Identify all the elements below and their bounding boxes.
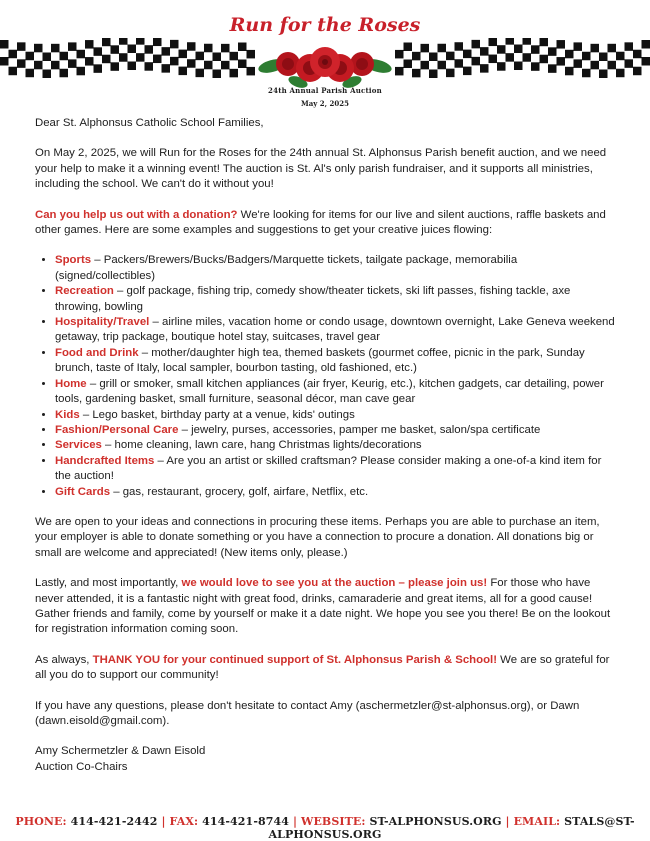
item-text: – mother/daughter high tea, themed baskets (gourmet coffee, picnic in the park, Sunday brunch, taste of Italy, local sampler, bourbon tasting, old fashioned, etc.) bbox=[55, 346, 585, 375]
item-text: – Packers/Brewers/Bucks/Badgers/Marquette tickets, tailgate package, memorabilia (signed/collectibles) bbox=[55, 254, 518, 282]
join-highlight: we would love to see you at the auction – please join us! bbox=[181, 577, 488, 590]
intro-paragraph: On May 2, 2025, we will Run for the Roses for the 24th annual St. Alphonsus Parish benefit auction, and we need your help to make it a winning event! The auction is St. Al's only parish fundraiser, and it supports all ministries, including the school. We can't do it without you! bbox=[35, 147, 607, 191]
checkered-flag-left bbox=[0, 38, 255, 78]
checkered-flag-right bbox=[395, 38, 650, 78]
item-text: – home cleaning, lawn care, hang Christmas lights/decorations bbox=[101, 439, 422, 452]
letterhead bbox=[0, 0, 650, 112]
item-label: Kids bbox=[55, 408, 80, 421]
ideas-paragraph: We are open to your ideas and connections in procuring these items. Perhaps you are able to purchase an item, your employer is able to donate something or you have a connection to procure a donation. All donations big or small are welcome and appreciated! (New items only, please.) bbox=[35, 515, 600, 559]
list-item bbox=[55, 377, 615, 408]
signature-names: Amy Schermetzler & Dawn Eisold bbox=[35, 745, 206, 758]
donation-text: We're looking for items for our live and silent auctions, raffle baskets and other games. Here are some examples and suggestions to get your creative juices flowing: bbox=[35, 208, 606, 237]
list-item bbox=[55, 438, 615, 453]
item-text: – grill or smoker, small kitchen appliances (air fryer, Keurig, etc.), kitchen gadgets, car detailing, power tools, gardening basket, small furniture, seasonal décor, man cave gear bbox=[55, 377, 604, 406]
thanks-highlight: THANK YOU for your continued support of St. Alphonsus Parish & School! bbox=[92, 653, 497, 666]
footer-separator: | bbox=[505, 815, 510, 828]
contact-footer bbox=[0, 815, 650, 841]
list-item bbox=[55, 315, 615, 346]
item-text: – jewelry, purses, accessories, pamper me basket, salon/spa certificate bbox=[178, 423, 541, 436]
roses-graphic bbox=[258, 42, 392, 90]
item-label: Handcrafted Items bbox=[55, 454, 155, 467]
item-label: Home bbox=[55, 377, 87, 390]
list-item bbox=[55, 284, 615, 315]
join-paragraph bbox=[35, 576, 615, 638]
join-before: Lastly, and most importantly, bbox=[35, 577, 182, 590]
thanks-after: We are so grateful for all you do to support our community! bbox=[35, 653, 610, 682]
donation-paragraph bbox=[35, 208, 615, 239]
item-label: Services bbox=[55, 439, 102, 452]
thanks-before: As always, bbox=[35, 653, 93, 666]
email-link[interactable]: STALS@ST-ALPHONSUS.ORG bbox=[268, 815, 635, 841]
fax-label: FAX: bbox=[169, 815, 199, 828]
questions-paragraph: If you have any questions, please don't hesitate to contact Amy (aschermetzler@st-alphonsus.org), or Dawn (dawn.eisold@gmail.com). bbox=[35, 699, 580, 727]
website-link[interactable]: ST-ALPHONSUS.ORG bbox=[369, 815, 502, 828]
item-text: – Lego basket, birthday party at a venue, kids' outings bbox=[79, 408, 355, 421]
join-after: For those who have never attended, it is a fantastic night with great food, drinks, camaraderie and great items, all for a good cause! Gather friends and family, come by yourself or make it a date night. We hope you see you there! Be on the lookout for registration information coming soon. bbox=[35, 577, 611, 636]
email-label: EMAIL: bbox=[513, 815, 561, 828]
event-title: Run for the Roses bbox=[229, 14, 421, 36]
signature-role: Auction Co-Chairs bbox=[35, 760, 128, 773]
item-label: Sports bbox=[55, 254, 92, 267]
phone-label: PHONE: bbox=[15, 815, 67, 828]
event-date: May 2, 2025 bbox=[300, 99, 349, 108]
phone-number: 414-421-2442 bbox=[70, 815, 158, 828]
item-label: Hospitality/Travel bbox=[55, 316, 150, 329]
item-label: Fashion/Personal Care bbox=[55, 423, 179, 436]
thanks-paragraph bbox=[35, 653, 615, 684]
donation-ideas-list bbox=[35, 253, 615, 500]
fax-number: 414-421-8744 bbox=[202, 815, 289, 828]
item-text: – airline miles, vacation home or condo usage, downtown overnight, Lake Geneva weekend getaway, trip package, boutique hotel stay, suitcases, travel gear bbox=[55, 316, 615, 344]
donation-lead: Can you help us out with a donation? bbox=[35, 208, 238, 221]
item-text: – golf package, fishing trip, comedy show/theater tickets, ski lift passes, fishing tackle, axe throwing, bowling bbox=[55, 285, 571, 313]
list-item bbox=[55, 408, 615, 423]
list-item bbox=[55, 454, 615, 485]
item-text: – gas, restaurant, grocery, golf, airfare, Netflix, etc. bbox=[110, 485, 369, 498]
event-subtitle: 24th Annual Parish Auction bbox=[268, 86, 382, 95]
item-label: Food and Drink bbox=[55, 346, 139, 359]
list-item bbox=[55, 346, 615, 377]
letter-body bbox=[35, 116, 615, 775]
footer-separator: | bbox=[161, 815, 166, 828]
item-label: Recreation bbox=[55, 285, 114, 298]
list-item bbox=[55, 485, 615, 500]
footer-separator: | bbox=[292, 815, 298, 828]
item-text: – Are you an artist or skilled craftsman? Please consider making a one-of-a kind item for the auction! bbox=[55, 454, 602, 483]
website-label: WEBSITE: bbox=[300, 815, 366, 828]
list-item bbox=[55, 423, 615, 438]
list-item bbox=[55, 253, 615, 284]
salutation: Dear St. Alphonsus Catholic School Families, bbox=[35, 117, 264, 129]
item-label: Gift Cards bbox=[55, 485, 111, 498]
